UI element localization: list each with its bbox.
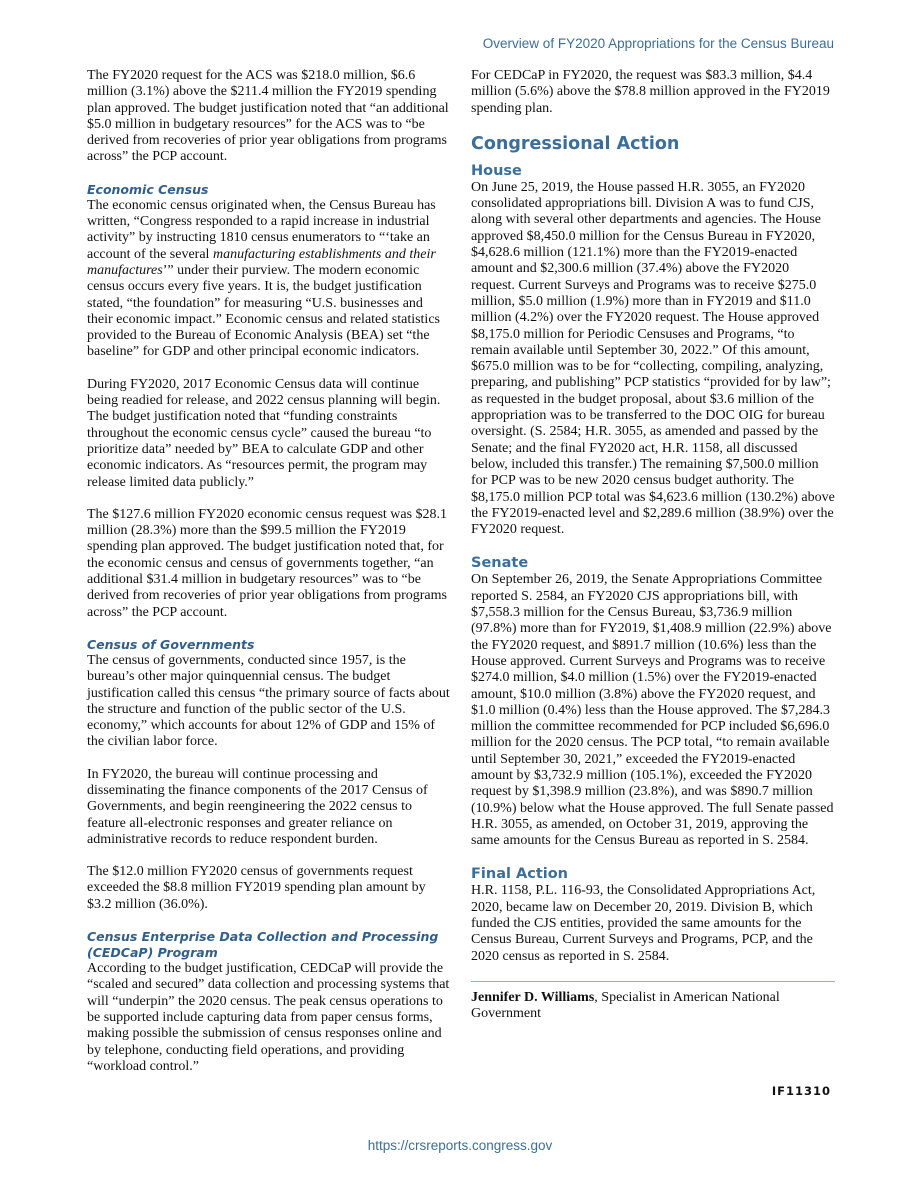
economic-census-heading: Economic Census xyxy=(87,181,209,197)
cedcap-request-paragraph: For CEDCaP in FY2020, the request was $83.3 million, $4.4 million (5.6%) above the $78.8 million approved in the FY2019 spending plan. xyxy=(471,68,830,116)
senate-paragraph: On September 26, 2019, the Senate Appropriations Committee reported S. 2584, an FY2020 CJS appropriations bill, with $7,558.3 million for the Census Bureau, $3,736.9 million (97.8%) more than for FY2019, $1,408.9 million (22.9%) above the FY2020 request, and $891.7 million (10.6%) less than the House approved. Current Surveys and Programs was to receive $274.0 million, $4.0 million (1.5%) over the FY2019-enacted amount, $10.0 million (3.8%) above the FY2020 request, and $1.0 million (0.4%) less than the House approved. The $7,284.3 million the committee recommended for PCP included $6,696.0 million for the 2020 census. The PCP total, “to remain available until September 30, 2021,” exceeded the FY2019-enacted amount by $3,732.9 million (105.1%), exceeded the FY2020 request by $1,398.9 million (23.8%), and was $890.7 million (10.9%) below what the House approved. The full Senate passed H.R. 3055, as amended, on October 31, 2019, approving the same amounts for the Census Bureau as reported in S. 2584. xyxy=(471,572,834,849)
cedcap-paragraph: According to the budget justification, CEDCaP will provide the “scaled and secured” data collection and processing systems that will “underpin” the 2020 census. The peak census operations to be supported include capturing data from paper census forms, making possible the submission of census responses online and by telephone, conducting field operations, and providing “workload control.” xyxy=(87,961,450,1074)
congressional-action-heading: Congressional Action xyxy=(471,133,680,154)
census-of-governments-heading: Census of Governments xyxy=(87,636,255,652)
running-header: Overview of FY2020 Appropriations for the Census Bureau xyxy=(482,36,834,51)
final-action-paragraph: H.R. 1158, P.L. 116-93, the Consolidated Appropriations Act, 2020, became law on December 20, 2019. Division B, which funded the CJS entities, provided the same amounts for the Census Bureau, Current Surveys and Programs, PCP, and the 2020 census as reported in S. 2584. xyxy=(471,883,816,964)
census-of-governments-paragraph-3: The $12.0 million FY2020 census of governments request exceeded the $8.8 million FY2019 spending plan amount by $3.2 million (36.0%). xyxy=(87,864,426,912)
house-paragraph: On June 25, 2019, the House passed H.R. 3055, an FY2020 consolidated appropriations bill. Division A was to fund CJS, along with several other departments and agencies. The House approved $8,450.0 million for the Census Bureau in FY2020, $4,628.6 million (121.1%) more than the FY2019-enacted amount and $2,300.6 million (37.4%) above the FY2020 request. Current Surveys and Programs was to receive $275.0 million, $5.0 million (1.9%) more than in FY2019 and $11.0 million (4.2%) over the FY2020 request. The House approved $8,175.0 million for Periodic Censuses and Programs, “to remain available until September 30, 2022.” Of this amount, $675.0 million was to be for “collecting, compiling, analyzing, preparing, and publishing” PCP statistics “provided for by law”; as requested in the budget proposal, about $3.6 million of the appropriation was to be transferred to the DOC OIG for bureau oversight. (S. 2584; H.R. 3055, as amended and passed by the Senate; and the final FY2020 act, H.R. 1158, all discussed below, included this transfer.) The remaining $7,500.0 million for PCP was to be new 2020 census budget authority. The $8,175.0 million PCP total was $4,623.6 million (130.2%) above the FY2019-enacted level and $2,289.6 million (38.9%) over the FY2020 request. xyxy=(471,179,835,538)
cedcap-heading: Census Enterprise Data Collection and Processing (CEDCaP) Program xyxy=(87,929,439,961)
document-id: IF11310 xyxy=(771,1084,831,1098)
economic-census-p1-start: The economic census originated when, the Census Bureau has written, “Congress responded to a rapid increase in industrial activity” by instructing 1810 census enumerators to “‘take an account of the several xyxy=(87,197,436,262)
author-name: Jennifer D. Williams xyxy=(471,989,595,1005)
author-line xyxy=(471,990,835,1023)
census-of-governments-paragraph-1: The census of governments, conducted since 1957, is the bureau’s other major quinquennial census. The budget justification called this census “the primary source of facts about the structure and function of the public sector of the U.S. economy,” which accounts for about 12% of GDP and 15% of the civilian labor force. xyxy=(87,652,450,750)
economic-census-p1-end: ’” under their purview. The modern economic census occurs every five years. It is, the budget justification stated, “the foundation” for measuring “U.S. businesses and their economic impact.” Economic census and related statistics provided to the Bureau of Economic Analysis (BEA) set “the baseline” for GDP and other principal economic indicators. xyxy=(87,262,440,360)
economic-census-paragraph-3: The $127.6 million FY2020 economic census request was $28.1 million (28.3%) more than the $99.5 million the FY2019 spending plan approved. The budget justification noted that, for the economic census and census of governments together, “an additional $31.4 million in budgetary resources” was to “be derived from recoveries of prior year obligations from programs across” the PCP account. xyxy=(87,506,448,620)
acs-request-paragraph: The FY2020 request for the ACS was $218.0 million, $6.6 million (3.1%) above the $211.4 million the FY2019 spending plan approved. The budget justification noted that “an additional $5.0 million in budgetary resources” for the ACS was to “be derived from recoveries of prior year obligations from programs across” the PCP account. xyxy=(87,68,449,165)
economic-census-paragraph-1 xyxy=(87,198,451,361)
author-divider xyxy=(471,981,835,982)
author-title: , Specialist in American National Government xyxy=(471,989,780,1022)
economic-census-p1-italic: manufacturing establishments and their manufactures xyxy=(87,246,436,278)
census-of-governments-paragraph-2: In FY2020, the bureau will continue processing and disseminating the finance components of the 2017 Census of Governments, and begin reengineering the 2022 census to feature all-electronic responses and greater reliance on administrative records to reduce respondent burden. xyxy=(87,766,428,847)
senate-heading: Senate xyxy=(471,555,529,572)
left-column xyxy=(87,68,451,1091)
footer-url[interactable]: https://crsreports.congress.gov xyxy=(367,1138,553,1153)
right-column xyxy=(471,68,835,1039)
economic-census-paragraph-2: During FY2020, 2017 Economic Census data will continue being readied for release, and 2022 census planning will begin. The budget justification noted that “funding constraints throughout the economic census cycle” caused the bureau “to prioritize data” needed by” BEA to calculate GDP and other economic indicators. As “resources permit, the program may release limited data publicly.” xyxy=(87,376,441,490)
house-heading: House xyxy=(471,162,522,179)
final-action-heading: Final Action xyxy=(471,866,569,883)
